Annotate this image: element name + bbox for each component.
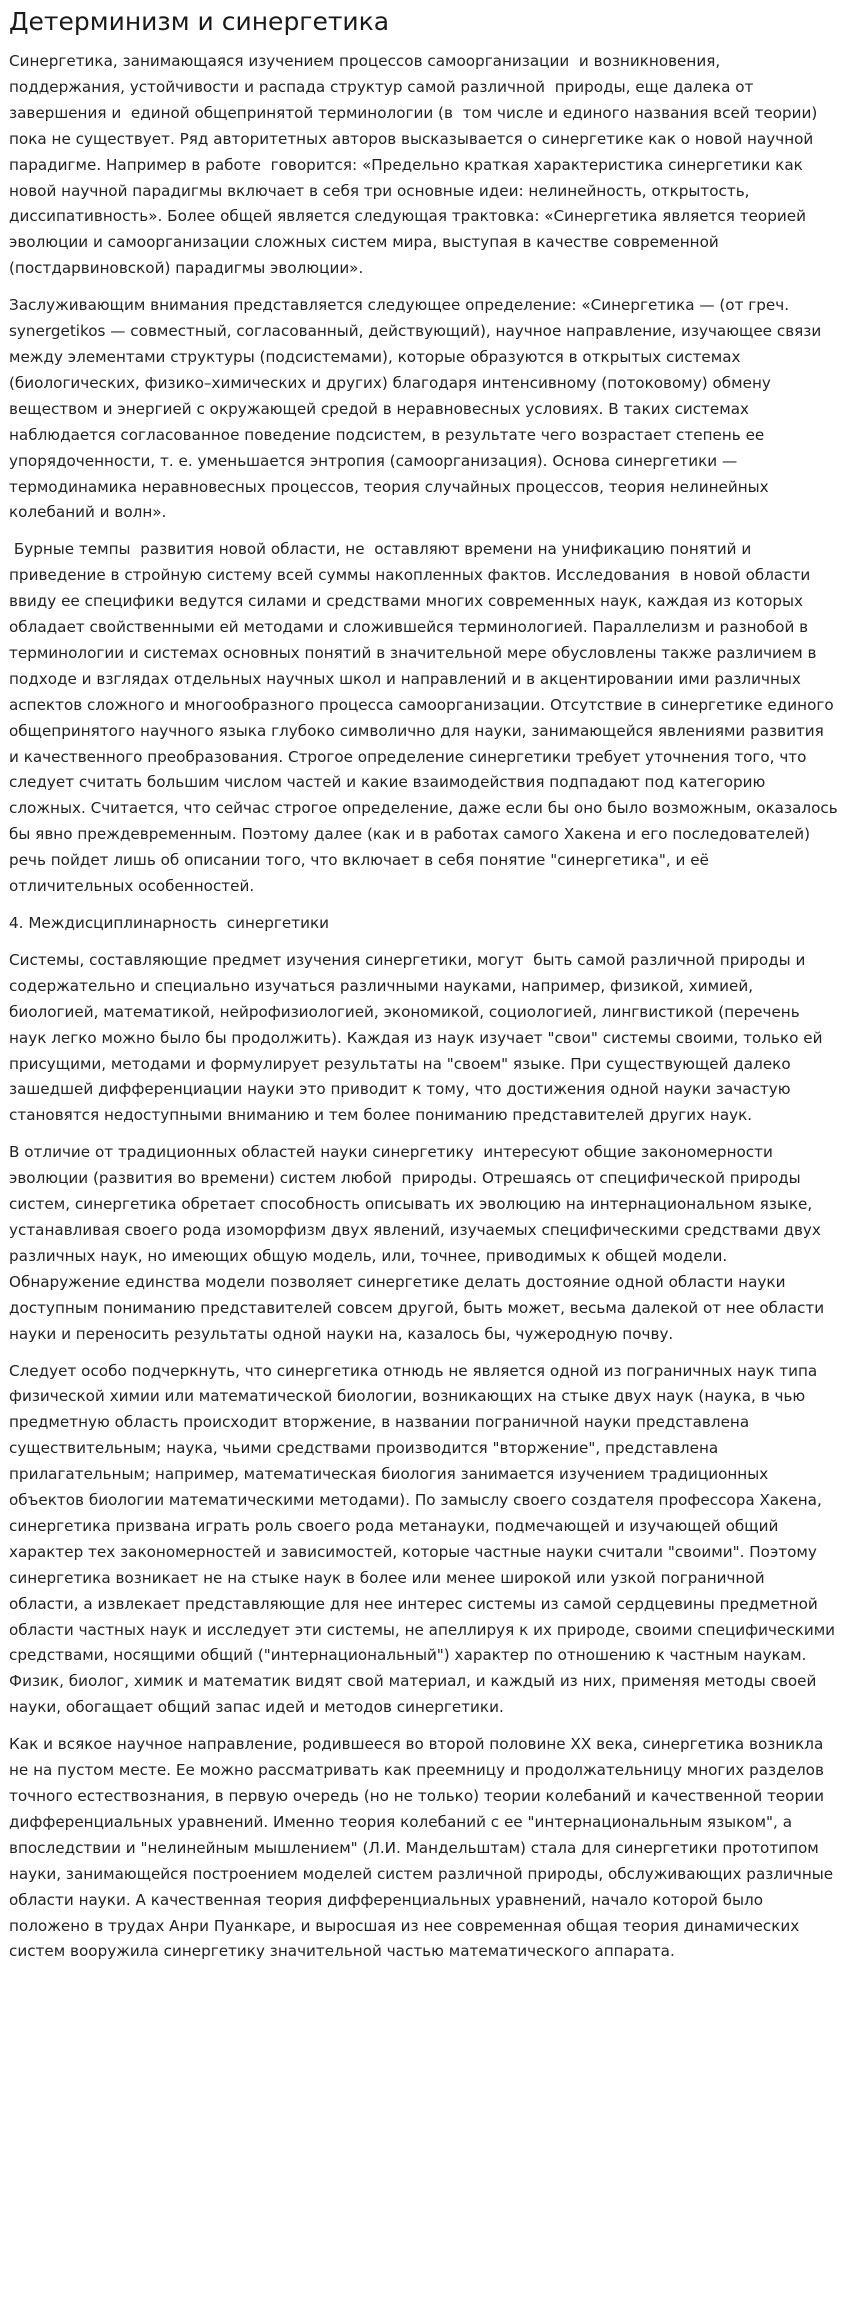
paragraph-definition: Заслуживающим внимания представляется следующее определение: «Синергетика — (от греч. synergetikos — совместный, согласованный, действующий), научное направление, изучающее связи между элементами структуры (подсистемами), которые образуются в открытых системах (биологических, физико–химических и других) благодаря интенсивному (потоковому) обмену веществом и энергией с окружающей средой в неравновесных условиях. В таких системах наблюдается согласованное поведение подсистем, в результате чего возрастает степень ее упорядоченности, т. е. уменьшается энтропия (самоорганизация). Основа синергетики — термодинамика неравновесных процессов, теория случайных процессов, теория нелинейных колебаний и волн». [9,296,827,522]
section-heading-interdisciplinarity: 4. Междисциплинарность синергетики [9,914,330,932]
paragraph-metascience: Следует особо подчеркнуть, что синергетика отнюдь не является одной из пограничных наук типа физической химии или математической биологии, возникающих на стыке двух наук (наука, в чью предметную область происходит вторжение, в названии пограничной науки представлена существительным; наука, чьими средствами производится "вторжение", представлена прилагательным; например, математическая биология занимается изучением традиционных объектов биологии математическими методами). По замыслу своего создателя профессора Хакена, синергетика призвана играть роль своего рода метанауки, подмечающей и изучающей общий характер тех закономерностей и зависимостей, которые частные науки считали "своими". Поэтому синергетика возникает не на стыке наук в более или менее широкой или узкой пограничной области, а извлекает представляющие для нее интерес системы из самой сердцевины предметной области частных наук и исследует эти системы, не апеллируя к их природе, своими специфическими средствами, носящими общий ("интернациональный") характер по отношению к частным наукам. Физик, биолог, химик и математик видят свой материал, и каждый из них, применяя методы своей науки, обогащает общий запас идей и методов синергетики. [9,1361,840,1717]
paragraph-origins: Как и всякое научное направление, родившееся во второй половине XX века, синергетика возникла не на пустом месте. Ее можно рассматривать как преемницу и продолжательницу многих разделов точного естествознания, в первую очередь (но не только) теории колебаний и качественной теории дифференциальных уравнений. Именно теория колебаний с ее "интернациональным языком", а впоследствии и "нелинейным мышлением" (Л.И. Мандельштам) стала для синергетики прототипом науки, занимающейся построением моделей систем различной природы, обслуживающих различные области науки. А качественная теория дифференциальных уравнений, начало которой было положено в трудах Анри Пуанкаре, и выросшая из нее современная общая теория динамических систем вооружила синергетику значительной частью математического аппарата. [9,1735,838,1961]
page-title: Детерминизм и синергетика [9,7,390,36]
paragraph-general-laws: В отличие от традиционных областей науки синергетику интересуют общие закономерности эволюции (развития во времени) систем любой природы. Отрешаясь от специфической природы систем, синергетика обретает способность описывать их эволюцию на интернациональном языке, устанавливая своего рода изоморфизм двух явлений, изучаемых специфическими средствами двух различных наук, но имеющих общую модель, или, точнее, приводимых к общей модели. Обнаружение единства модели позволяет синергетике делать достояние одной области науки доступным пониманию представителей совсем другой, быть может, весьма далекой от нее области науки и переносить результаты одной науки на, казалось бы, чужеродную почву. [9,1143,829,1343]
paragraph-intro: Синергетика, занимающаяся изучением процессов самоорганизации и возникновения, поддержания, устойчивости и распада структур самой различной природы, еще далека от завершения и единой общепринятой терминологии (в том числе и единого названия всей теории) пока не существует. Ряд авторитетных авторов высказывается о синергетике как о новой научной парадигме. Например в работе говорится: «Предельно краткая характеристика синергетики как новой научной парадигмы включает в себя три основные идеи: нелинейность, открытость, диссипативность». Более общей является следующая трактовка: «Синергетика является теорией эволюции и самоорганизации сложных систем мира, выступая в качестве современной (постдарвиновской) парадигмы эволюции». [9,52,823,278]
paragraph-systems: Системы, составляющие предмет изучения синергетики, могут быть самой различной природы и содержательно и специально изучаться различными науками, например, физикой, химией, биологией, математикой, нейрофизиологией, экономикой, социологией, лингвистикой (перечень наук легко можно было бы продолжить). Каждая из наук изучает "свои" системы своими, только ей присущими, методами и формулирует результаты на "своем" языке. При существующей далеко зашедшей дифференциации науки это приводит к тому, что достижения одной науки зачастую становятся недоступными вниманию и тем более пониманию представителей других наук. [9,950,828,1125]
paragraph-terminology: Бурные темпы развития новой области, не оставляют времени на унификацию понятий и приведение в стройную систему всей суммы накопленных фактов. Исследования в новой области ввиду ее специфики ведутся силами и средствами многих современных наук, каждая из которых обладает свойственными ей методами и сложившейся терминологией. Параллелизм и разнобой в терминологии и системах основных понятий в значительной мере обусловлены также различием в подходе и взглядах отдельных научных школ и направлений и в акцентировании ими различных аспектов сложного и многообразного процесса самоорганизации. Отсутствие в синергетике единого общепринятого научного языка глубоко символично для науки, занимающейся явлениями развития и качественного преобразования. Строгое определение синергетики требует уточнения того, что следует считать большим числом частей и какие взаимодействия подпадают под категорию сложных. Считается, что сейчас строгое определение, даже если бы оно было возможным, оказалось бы явно преждевременным. Поэтому далее (как и в работах самого Хакена и его последователей) речь пойдет лишь об описании того, что включает в себя понятие "синергетика", и её отличительных особенностей. [9,540,843,896]
